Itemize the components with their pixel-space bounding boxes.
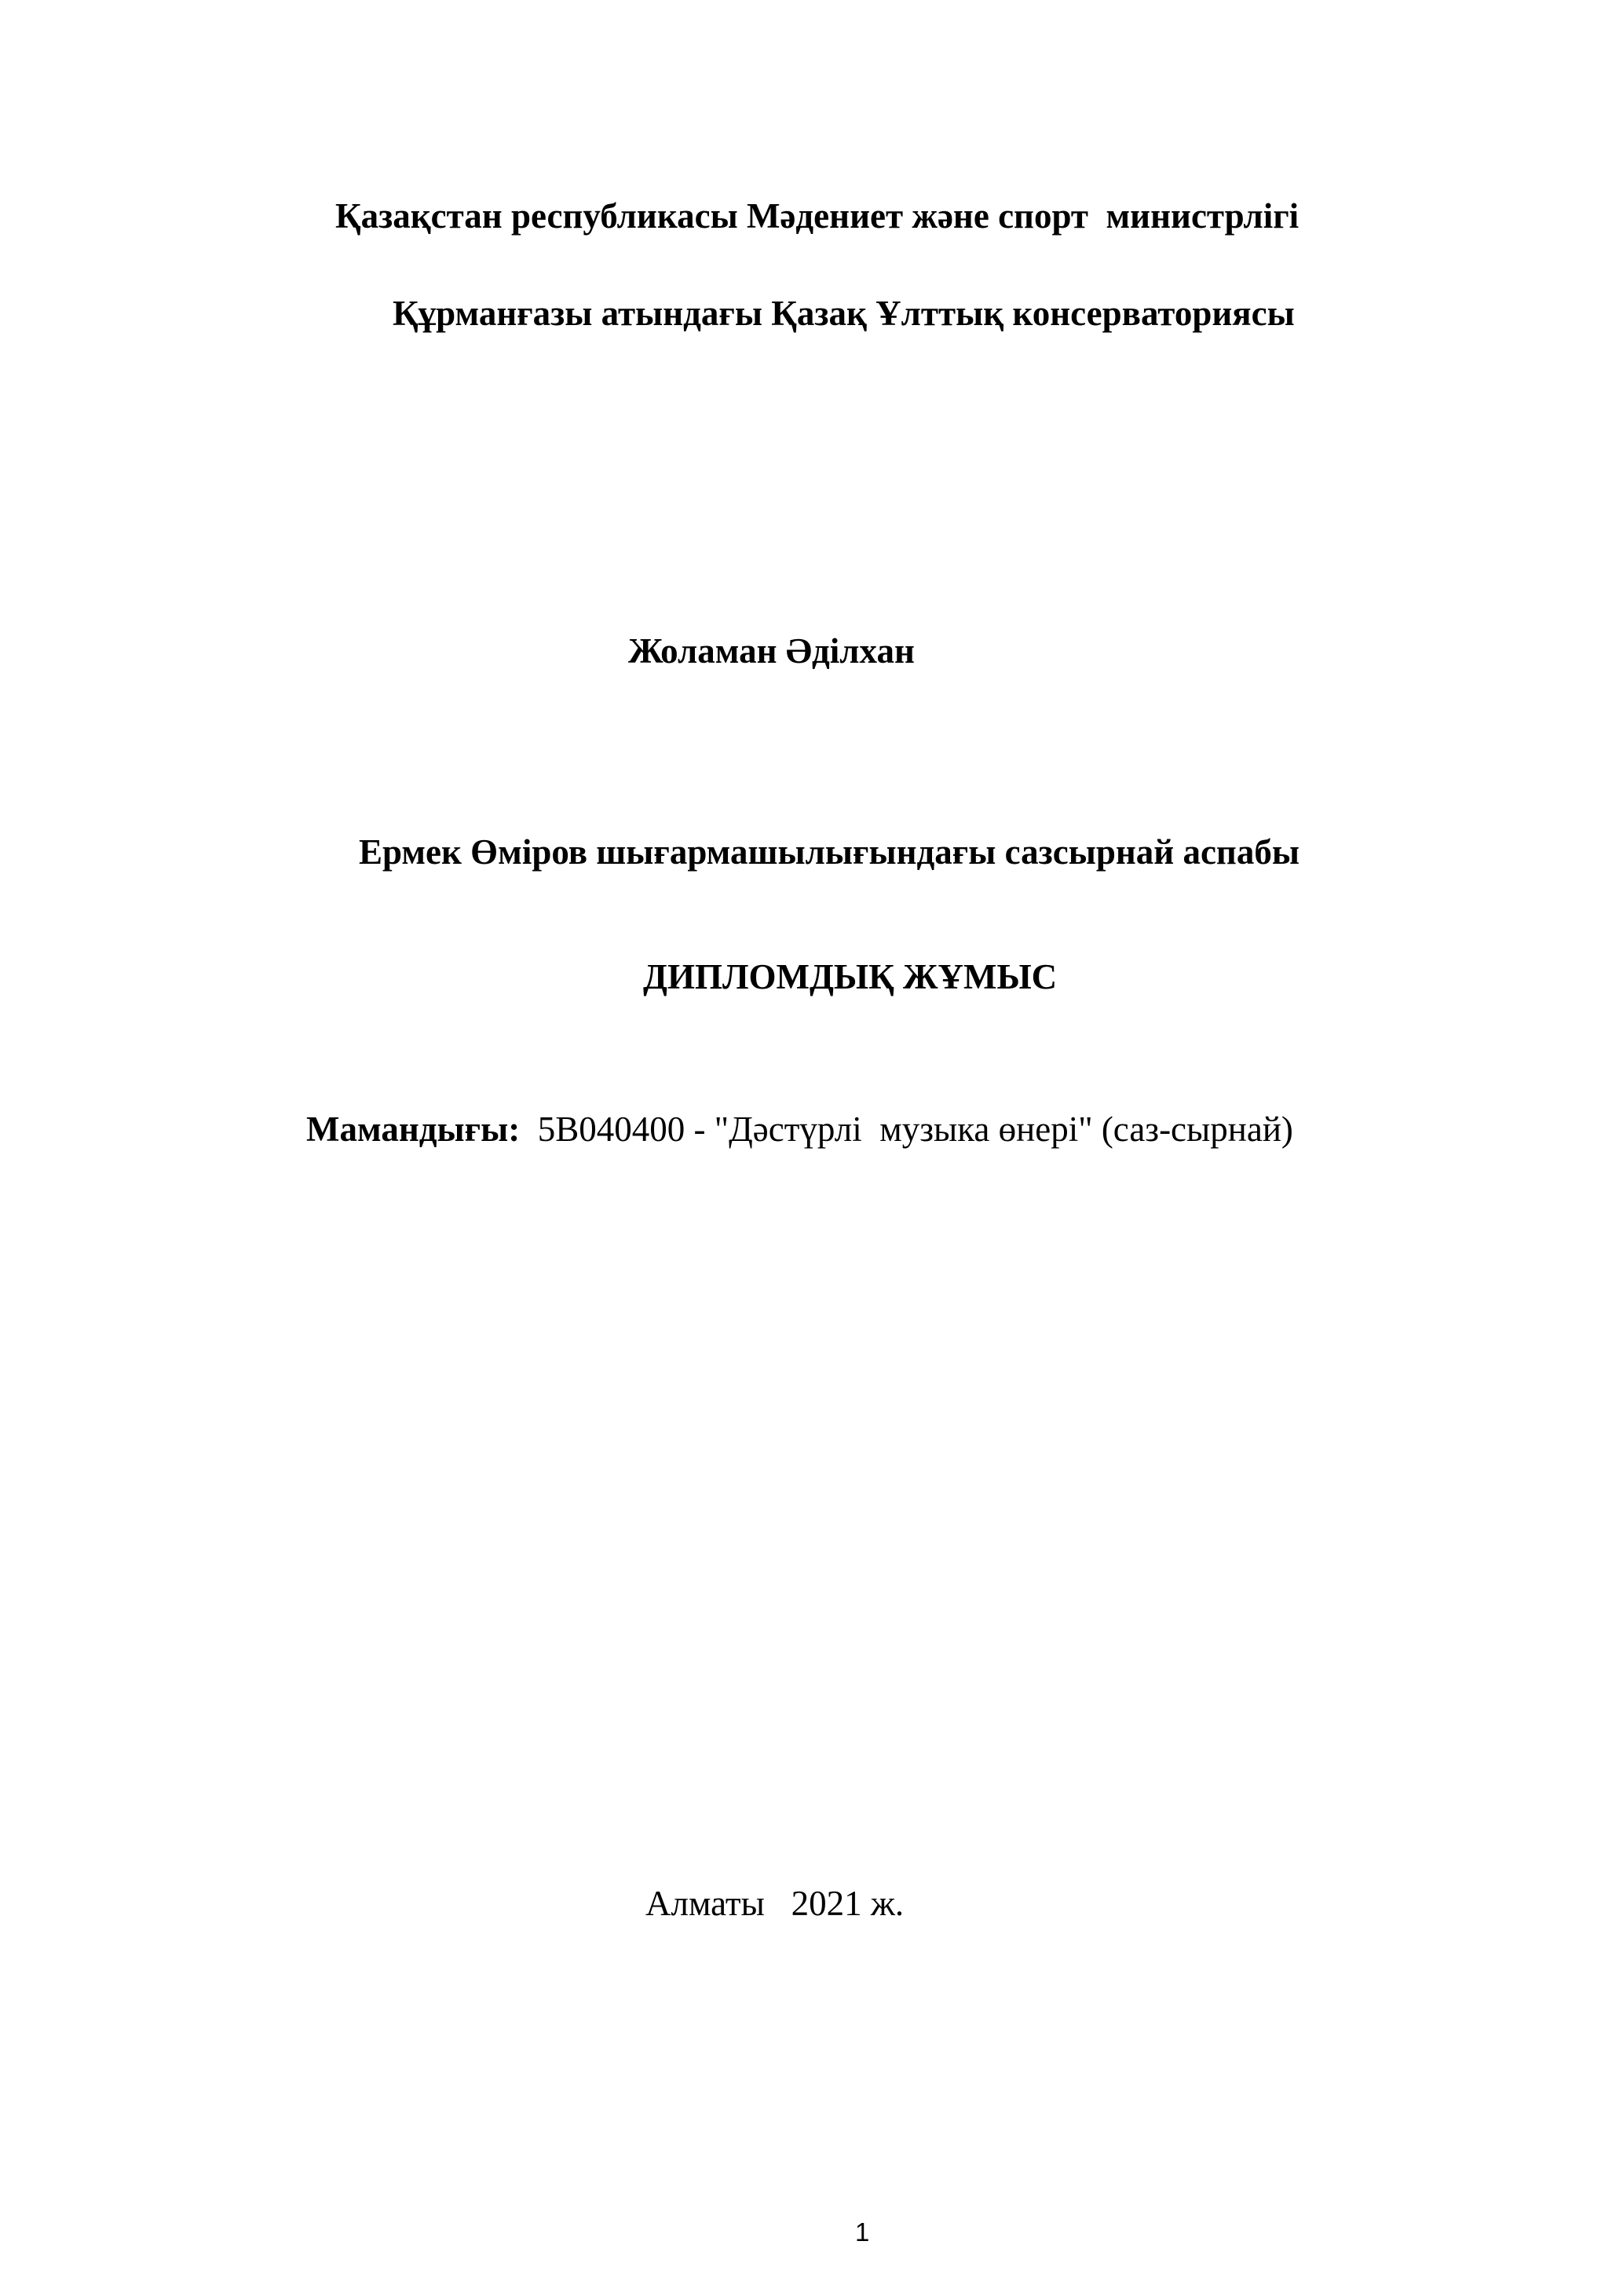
thesis-type: ДИПЛОМДЫҚ ЖҰМЫС [643, 957, 1058, 996]
specialty-value: 5В040400 - "Дәстүрлі музыка өнері" (саз-сырнай) [537, 1110, 1293, 1149]
ministry-heading: Қазақстан республикасы Мәдениет және спорт министрлігі [335, 196, 1299, 236]
specialty-line [306, 1112, 1293, 1147]
author-name: Жоламан Әділхан [628, 631, 915, 671]
specialty-label: Мамандығы: [306, 1110, 521, 1149]
conservatory-heading: Құрманғазы атындағы Қазақ Ұлттық консерваториясы [393, 294, 1295, 333]
thesis-title: Ермек Өміров шығармашылығындағы сазсырнай аспабы [359, 832, 1299, 872]
page-number: 1 [855, 2217, 870, 2247]
city-year: Алматы 2021 ж. [645, 1884, 905, 1923]
